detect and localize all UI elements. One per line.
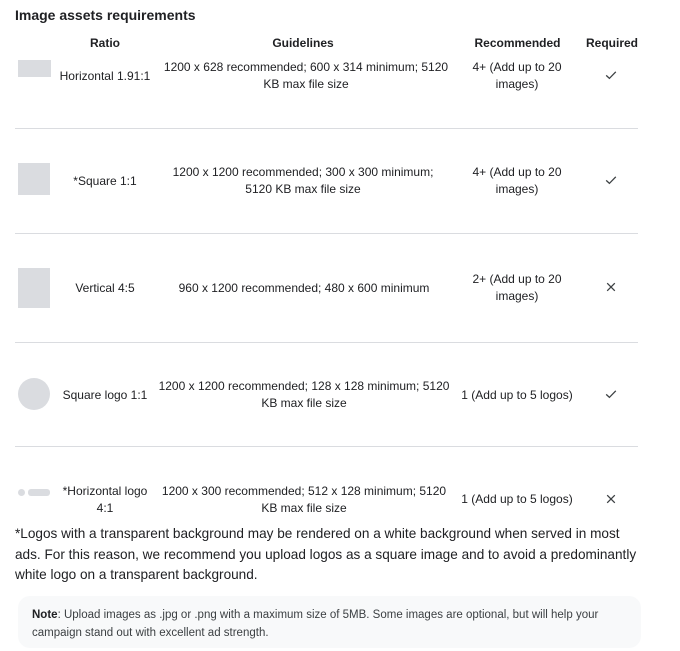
guidelines-cell: 960 x 1200 recommended; 480 x 600 minimum: [178, 281, 430, 295]
check-icon: [603, 386, 619, 402]
horizontal-image-placeholder: [18, 60, 51, 77]
horizontal-logo-placeholder-bar: [28, 489, 50, 496]
recommended-cell: 4+ (Add up to 20 images): [472, 60, 562, 91]
guidelines-cell: 1200 x 1200 recommended; 128 x 128 minimum; 5120 KB max file size: [158, 379, 450, 410]
row-divider: [15, 128, 638, 129]
square-logo-placeholder: [18, 378, 50, 410]
x-icon: [603, 279, 619, 295]
page-title: Image assets requirements: [15, 7, 196, 23]
column-header-guidelines: Guidelines: [272, 36, 334, 50]
ratio-cell: Vertical 4:5: [75, 281, 135, 295]
guidelines-cell: 1200 x 1200 recommended; 300 x 300 minimum; 5120 KB max file size: [172, 165, 434, 196]
recommended-cell: 1 (Add up to 5 logos): [461, 492, 573, 506]
row-divider: [15, 446, 638, 447]
column-header-required: Required: [585, 36, 638, 50]
note-body: : Upload images as .jpg or .png with a maximum size of 5MB. Some images are optional, but will help your campaign stand out with excellent ad strength.: [32, 609, 599, 639]
row-divider: [15, 342, 638, 343]
ratio-cell: *Horizontal logo 4:1: [62, 484, 148, 515]
check-icon: [603, 67, 619, 83]
square-image-placeholder: [18, 163, 50, 195]
ratio-cell: Square logo 1:1: [62, 388, 148, 402]
ratio-cell: Horizontal 1.91:1: [59, 69, 151, 83]
column-header-ratio: Ratio: [90, 36, 120, 50]
note-text: [32, 606, 632, 642]
recommended-cell: 4+ (Add up to 20 images): [472, 165, 562, 196]
row-divider: [15, 233, 638, 234]
column-header-recommended: Recommended: [474, 36, 561, 50]
vertical-image-placeholder: [18, 268, 50, 308]
ratio-cell: *Square 1:1: [73, 174, 137, 188]
recommended-cell: 1 (Add up to 5 logos): [461, 388, 573, 402]
guidelines-cell: 1200 x 300 recommended; 512 x 128 minimum; 5120 KB max file size: [161, 484, 447, 515]
logo-footnote: *Logos with a transparent background may be rendered on a white background when served in most ads. For this reason, we recommend you upload logos as a square image and to avoid a predominantly white logo on a transparent background.: [15, 526, 637, 582]
guidelines-cell: 1200 x 628 recommended; 600 x 314 minimum; 5120 KB max file size: [163, 60, 449, 91]
horizontal-logo-placeholder-dot: [18, 489, 25, 496]
check-icon: [603, 172, 619, 188]
note-box: [18, 596, 641, 648]
recommended-cell: 2+ (Add up to 20 images): [472, 272, 562, 303]
x-icon: [603, 491, 619, 507]
note-label: Note: [32, 609, 58, 621]
